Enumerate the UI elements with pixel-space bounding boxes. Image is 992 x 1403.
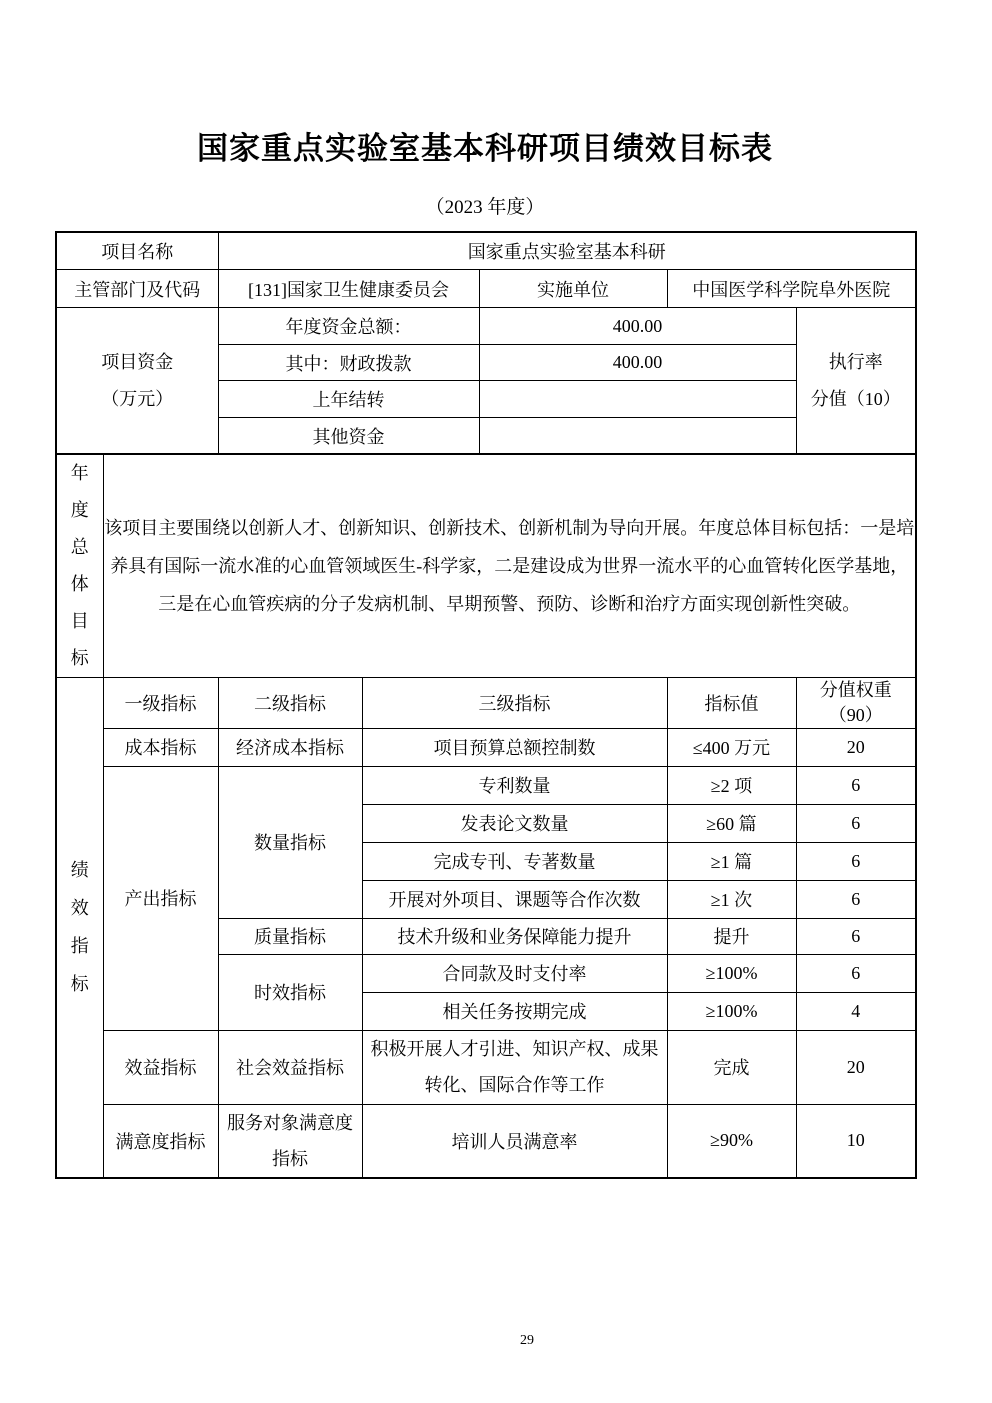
weight-cell: 20 — [796, 728, 916, 766]
level3-cell: 开展对外项目、课题等合作次数 — [362, 880, 667, 918]
value-cell: 提升 — [667, 918, 796, 954]
level3-cell: 培训人员满意率 — [362, 1104, 667, 1178]
annual-goal-label-cell — [56, 454, 103, 678]
value-cell: 完成 — [667, 1030, 796, 1104]
header-weight-line1: 分值权重 — [819, 679, 892, 700]
page-number: 29 — [520, 1333, 534, 1348]
level2-cell: 质量指标 — [218, 918, 362, 954]
level3-cell: 技术升级和业务保障能力提升 — [362, 918, 667, 954]
header-level3-cell: 三级指标 — [362, 677, 667, 728]
funding-total-label-cell: 年度资金总额： — [218, 308, 479, 345]
level1-cell: 满意度指标 — [103, 1104, 218, 1178]
level2-cell: 社会效益指标 — [218, 1030, 362, 1104]
execution-rate-line2: 分值（10） — [810, 388, 901, 409]
weight-cell: 6 — [796, 880, 916, 918]
header-level2-cell: 二级指标 — [218, 677, 362, 728]
indicators-label: 绩效指标 — [70, 860, 89, 995]
weight-cell: 6 — [796, 842, 916, 880]
weight-cell: 4 — [796, 992, 916, 1030]
performance-target-table — [55, 231, 917, 1179]
weight-cell: 6 — [796, 804, 916, 842]
page-subtitle: （2023 年度） — [425, 196, 545, 218]
value-cell: ≥60 篇 — [667, 804, 796, 842]
annual-goal-label: 年度总体目标 — [70, 462, 89, 668]
level3-cell: 项目预算总额控制数 — [362, 728, 667, 766]
level1-cell: 成本指标 — [103, 728, 218, 766]
level2-cell: 服务对象满意度指标 — [218, 1104, 362, 1178]
value-cell: ≤400 万元 — [667, 728, 796, 766]
funding-label-cell — [56, 308, 218, 454]
value-cell: ≥2 项 — [667, 766, 796, 804]
value-cell: ≥1 次 — [667, 880, 796, 918]
funding-label-line2: （万元） — [101, 388, 174, 409]
funding-other-value-cell — [479, 418, 796, 454]
header-weight-cell — [796, 677, 916, 728]
funding-label-line1: 项目资金 — [101, 351, 174, 372]
execution-rate-line1: 执行率 — [828, 351, 883, 372]
department-label-cell: 主管部门及代码 — [56, 270, 218, 308]
weight-cell: 6 — [796, 766, 916, 804]
value-cell: ≥100% — [667, 954, 796, 992]
implement-unit-value-cell: 中国医学科学院阜外医院 — [667, 270, 916, 308]
indicator-row-cost — [56, 728, 916, 766]
value-cell: ≥1 篇 — [667, 842, 796, 880]
level1-cell: 效益指标 — [103, 1030, 218, 1104]
level3-cell: 发表论文数量 — [362, 804, 667, 842]
execution-rate-cell — [796, 308, 916, 454]
level3-cell: 完成专刊、专著数量 — [362, 842, 667, 880]
weight-cell: 6 — [796, 954, 916, 992]
weight-cell: 20 — [796, 1030, 916, 1104]
header-weight-line2: （90） — [828, 704, 883, 725]
project-name-label-cell: 项目名称 — [56, 232, 218, 270]
level3-cell: 专利数量 — [362, 766, 667, 804]
level3-cell: 相关任务按期完成 — [362, 992, 667, 1030]
page-title: 国家重点实验室基本科研项目绩效目标表 — [197, 131, 773, 166]
header-value-cell: 指标值 — [667, 677, 796, 728]
level2-cell: 经济成本指标 — [218, 728, 362, 766]
indicator-row-benefit — [56, 1030, 916, 1104]
funding-row-total — [56, 308, 916, 345]
funding-other-label-cell: 其他资金 — [218, 418, 479, 454]
funding-total-value-cell: 400.00 — [479, 308, 796, 345]
department-value-cell: [131]国家卫生健康委员会 — [218, 270, 479, 308]
funding-carryover-value-cell — [479, 381, 796, 418]
indicators-header-row — [56, 677, 916, 728]
header-level1-cell: 一级指标 — [103, 677, 218, 728]
value-cell: ≥100% — [667, 992, 796, 1030]
department-row — [56, 270, 916, 308]
level3-cell: 合同款及时支付率 — [362, 954, 667, 992]
level2-cell: 时效指标 — [218, 954, 362, 1030]
funding-carryover-label-cell: 上年结转 — [218, 381, 479, 418]
value-cell: ≥90% — [667, 1104, 796, 1178]
indicator-row-satisfaction — [56, 1104, 916, 1178]
annual-goal-text-cell: 该项目主要围绕以创新人才、创新知识、创新技术、创新机制为导向开展。年度总体目标包括：一是培养具有国际一流水准的心血管领域医生-科学家，二是建设成为世界一流水平的心血管转化医学基地，三是在心血管疾病的分子发病机制、早期预警、预防、诊断和治疗方面实现创新性突破。 — [103, 454, 916, 678]
weight-cell: 10 — [796, 1104, 916, 1178]
project-name-value-cell: 国家重点实验室基本科研 — [218, 232, 916, 270]
project-name-row — [56, 232, 916, 270]
funding-fiscal-value-cell: 400.00 — [479, 345, 796, 381]
funding-fiscal-label-cell: 其中：财政拨款 — [218, 345, 479, 381]
level3-cell: 积极开展人才引进、知识产权、成果转化、国际合作等工作 — [362, 1030, 667, 1104]
annual-goal-row — [56, 454, 916, 678]
level2-cell: 数量指标 — [218, 766, 362, 918]
weight-cell: 6 — [796, 918, 916, 954]
level1-cell: 产出指标 — [103, 766, 218, 1030]
indicators-label-cell — [56, 677, 103, 1178]
indicator-row-patent — [56, 766, 916, 804]
implement-unit-label-cell: 实施单位 — [479, 270, 667, 308]
